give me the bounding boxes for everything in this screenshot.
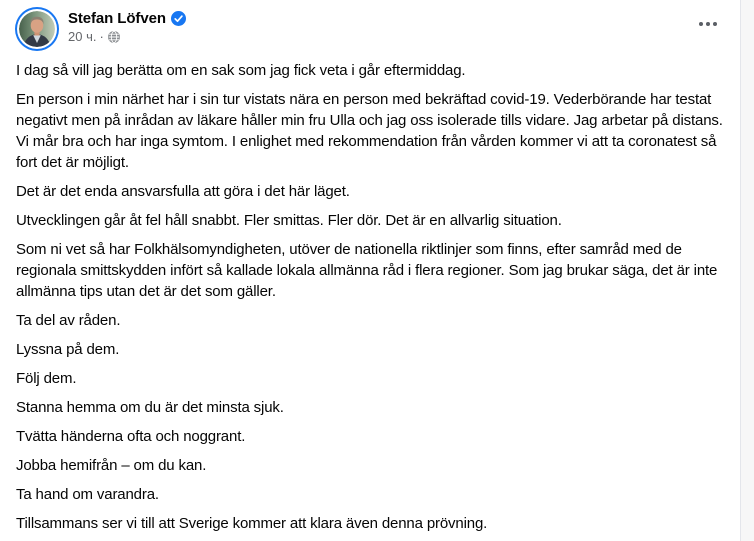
ellipsis-icon	[699, 22, 717, 26]
profile-photo	[19, 11, 55, 47]
more-options-button[interactable]	[692, 8, 724, 40]
post-paragraph: I dag så vill jag berätta om en sak som jag fick veta i går eftermiddag.	[16, 62, 466, 79]
verified-badge-icon	[171, 11, 186, 26]
post-paragraph: Följ dem.	[16, 370, 77, 387]
post-meta	[68, 29, 186, 44]
post-paragraph: Tillsammans ser vi till att Sverige kommer att klara även denna prövning.	[16, 515, 488, 532]
avatar[interactable]	[15, 7, 59, 51]
header-text	[68, 7, 186, 44]
author-name[interactable]: Stefan Löfven	[68, 10, 166, 27]
post-paragraph: Tvätta händerna ofta och noggrant.	[16, 428, 246, 445]
post-paragraph: Ta del av råden.	[16, 312, 121, 329]
post-body	[0, 51, 740, 534]
post-paragraph: Det är det enda ansvarsfulla att göra i det här läget.	[16, 183, 350, 200]
post-paragraph: Jobba hemifrån – om du kan.	[16, 457, 207, 474]
post-paragraph: Ta hand om varandra.	[16, 486, 159, 503]
avatar-ring-gap	[17, 9, 57, 49]
post-paragraph: Som ni vet så har Folkhälsomyndigheten, utöver de nationella riktlinjer som finns, efter samråd med de regionala smittskydden infört så kallade lokala allmänna råd i flera regioner. Som jag brukar säga, det är inte allmänna tips utan det är det som gäller.	[16, 241, 718, 300]
author-row	[68, 10, 186, 27]
globe-icon	[108, 31, 120, 43]
timestamp[interactable]: 20 ч.	[68, 29, 97, 44]
post-paragraph: En person i min närhet har i sin tur vistats nära en person med bekräftad covid-19. Vederbörande har testat negativt men på inrådan av läkare håller min fru Ulla och jag oss isolerade tills vidare. Jag arbetar på distans. Vi mår bra och har inga symtom. I enlighet med rekommendation från vården kommer vi att ta coronatest så fort det är möjligt.	[16, 91, 723, 171]
post-header	[0, 0, 740, 51]
post-paragraph: Lyssna på dem.	[16, 341, 120, 358]
post-paragraph: Stanna hemma om du är det minsta sjuk.	[16, 399, 284, 416]
meta-separator: ·	[99, 29, 104, 44]
post-paragraph: Utvecklingen går åt fel håll snabbt. Fler smittas. Fler dör. Det är en allvarlig situation.	[16, 212, 562, 229]
